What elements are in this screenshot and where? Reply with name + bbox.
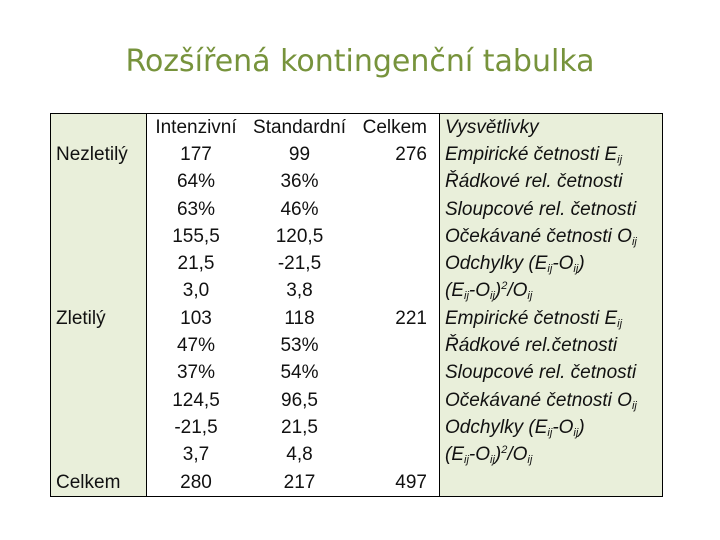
row-label-nezletily: Nezletilý [51,141,147,168]
header-vysvetlivky: Vysvětlivky [440,114,663,142]
column-total-standardni: 217 [245,469,354,497]
cell-value: 120,5 [275,225,324,247]
cell-value: 118 [284,307,315,329]
legend-odchylky: Odchylky $(E_{ij}-O_{ij})$ [440,250,663,277]
table-row [51,223,663,250]
cell-value: 177 [180,143,212,165]
legend-chi-contribution: $(E_{ij}-O_{ij})^2/O_{ij}$ [440,442,663,469]
cell-value: 3,7 [182,444,210,466]
row-label-celkem: Celkem [51,469,147,497]
legend-radkove: Řádkové rel.četnosti [440,332,663,359]
cell-value: 124,5 [172,389,220,411]
total-row [51,469,663,497]
cell-value: 53% [280,335,319,357]
table-row [51,414,663,441]
header-label-cell [51,114,147,142]
column-total-intenzivni: 280 [147,469,246,497]
table-row [51,332,663,359]
legend-empiricke: Empirické četnosti $E_{ij}$ [440,141,663,168]
cell-value: 4,8 [286,444,313,466]
header-standardni: Standardní [245,114,354,142]
table-row [51,387,663,414]
cell-value: 155,5 [172,225,220,247]
legend-odchylky: Odchylky $(E_{ij}-O_{ij})$ [440,414,663,441]
cell-value: 103 [180,307,212,329]
legend-sloupcove: Sloupcové rel. četnosti [440,196,663,223]
row-label-zletily: Zletilý [51,305,147,332]
legend-radkove: Řádkové rel. četnosti [440,169,663,196]
table-row [51,442,663,469]
header-row [51,114,663,142]
table-row [51,250,663,277]
cell-value: 3,8 [286,280,313,302]
legend-ocekavane: Očekávané četnosti $O_{ij}$ [440,387,663,414]
legend-empiricke: Empirické četnosti $E_{ij}$ [440,305,663,332]
slide-title: Rozšířená kontingenční tabulka [125,44,595,79]
table-row [51,141,663,168]
cell-value: 96,5 [281,389,318,411]
cell-value: 37% [176,362,216,384]
cell-value: 21,5 [281,416,318,438]
cell-value: 36% [280,171,319,193]
cell-value: 64% [176,171,216,193]
table-row [51,360,663,387]
cell-value: -21,5 [277,253,322,275]
contingency-table [50,113,663,497]
cell-value: 54% [280,362,319,384]
legend-chi-contribution: $(E_{ij}-O_{ij})^2/O_{ij}$ [440,278,663,305]
table-row [51,305,663,332]
row-total-nezletily: 276 [395,143,427,165]
cell-value: 21,5 [177,253,215,275]
cell-value: 47% [176,335,216,357]
table-row [51,278,663,305]
cell-value: 99 [288,143,311,165]
cell-value: 46% [280,198,319,220]
cell-value: -21,5 [174,416,218,438]
grand-total: 497 [354,469,440,497]
header-intenzivni: Intenzivní [147,114,246,142]
header-celkem: Celkem [354,114,440,142]
cell-value: 63% [176,198,216,220]
table-row [51,196,663,223]
legend-sloupcove: Sloupcové rel. četnosti [440,360,663,387]
cell-value: 3,0 [182,280,210,302]
table-row [51,169,663,196]
row-total-zletily: 221 [395,307,427,329]
legend-ocekavane: Očekávané četnosti $O_{ij}$ [440,223,663,250]
